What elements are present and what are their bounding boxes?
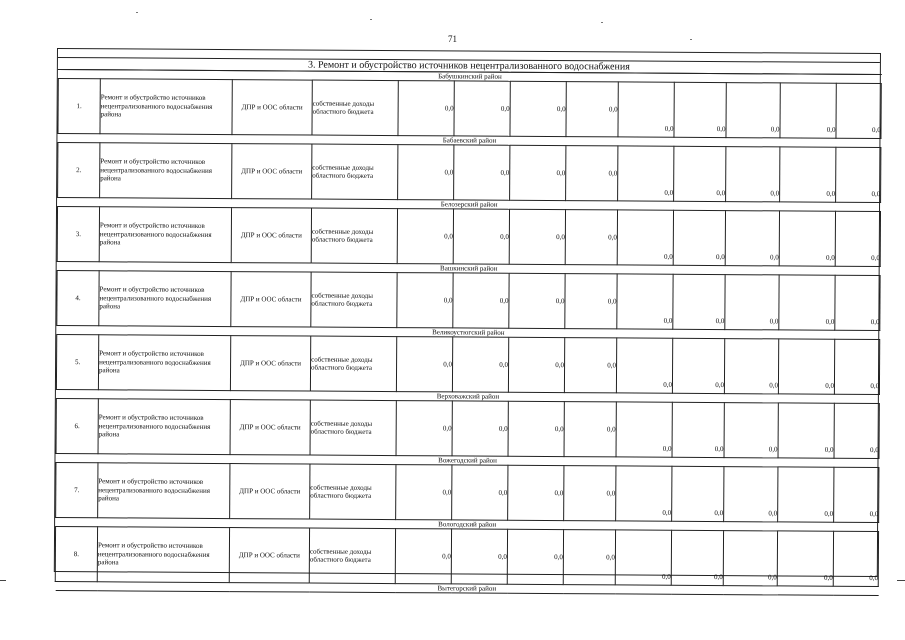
row-number: 2. [58,143,100,198]
value-cell: 0,0 [397,209,453,264]
measure-name: Ремонт и обустройство источников нецентрализованного водоснабжения района [100,143,232,199]
value-cell: 0,0 [565,274,617,329]
row-number: 3. [57,207,99,262]
value-cell: 0,0 [563,530,615,585]
district-name: Вологодский район [56,518,879,532]
value-cell: 0,0 [617,210,673,265]
value-cell: 0,0 [566,146,618,201]
value-cell: 0,0 [618,82,674,137]
measure-name: Ремонт и обустройство источников нецентрализованного водоснабжения района [98,335,230,391]
value-cell: 0,0 [508,401,564,456]
value-cell: 0,0 [674,82,726,137]
value-cell: 0,0 [616,338,672,393]
value-cell: 0,0 [836,147,882,202]
funding-source: собственные доходы областного бюджета [312,80,398,136]
table-row [57,207,881,267]
value-cell: 0,0 [615,530,671,585]
section-title: 3. Ремонт и обустройство источников нецентрализованного водоснабжения [58,58,880,75]
district-name: Вытегорский район [55,581,878,595]
value-cell: 0,0 [564,466,616,521]
district-name: Верховажский район [56,390,879,404]
measure-name: Ремонт и обустройство источников нецентрализованного водоснабжения района [100,79,232,135]
value-cell: 0,0 [778,339,834,394]
measure-name: Ремонт и обустройство источников нецентрализованного водоснабжения района [99,207,231,263]
measure-name: Ремонт и обустройство источников нецентрализованного водоснабжения района [98,463,230,519]
value-cell: 0,0 [778,403,834,458]
value-cell: 0,0 [780,83,836,138]
value-cell: 0,0 [398,81,454,136]
value-cell: 0,0 [396,401,452,456]
value-cell: 0,0 [725,275,779,330]
responsible-executor: ДПР и ООС области [230,336,310,391]
table-body [55,70,881,596]
value-cell: 0,0 [779,275,835,330]
value-cell: 0,0 [452,401,508,456]
value-cell: 0,0 [835,275,881,330]
value-cell: 0,0 [726,83,780,138]
responsible-executor: ДПР и ООС области [232,144,312,199]
value-cell: 0,0 [834,467,880,522]
row-number: 7. [56,463,98,518]
funding-source: собственные доходы областного бюджета [309,528,395,584]
district-name: Великоустюгский район [57,326,880,340]
value-cell: 0,0 [778,467,834,522]
value-cell: 0,0 [565,210,617,265]
value-cell: 0,0 [724,339,778,394]
responsible-executor: ДПР и ООС области [231,208,311,263]
row-number: 8. [55,527,97,582]
value-cell: 0,0 [724,403,778,458]
value-cell: 0,0 [833,531,879,586]
district-name: Бабаевский район [58,134,881,148]
scan-speck [136,12,138,13]
value-cell: 0,0 [564,402,616,457]
table-row [56,463,880,523]
value-cell: 0,0 [836,83,882,138]
value-cell: 0,0 [672,466,724,521]
value-cell: 0,0 [673,210,725,265]
value-cell: 0,0 [564,338,616,393]
value-cell: 0,0 [451,529,507,584]
value-cell: 0,0 [616,466,672,521]
value-cell: 0,0 [395,529,451,584]
row-number: 4. [57,271,99,326]
table-row [57,271,881,331]
value-cell: 0,0 [671,530,723,585]
table-row [58,79,882,139]
value-cell: 0,0 [452,337,508,392]
value-cell: 0,0 [672,402,724,457]
value-cell: 0,0 [566,82,618,137]
value-cell: 0,0 [617,274,673,329]
scan-edge-mark [0,580,6,581]
table-row [56,399,880,459]
funding-source: собственные доходы областного бюджета [310,464,396,520]
value-cell: 0,0 [616,402,672,457]
table-row [56,335,880,395]
responsible-executor: ДПР и ООС области [230,464,310,519]
document-table-sheet [54,48,881,593]
value-cell: 0,0 [725,211,779,266]
scan-speck [601,22,603,23]
value-cell: 0,0 [453,209,509,264]
table-row [58,143,882,203]
funding-source: собственные доходы областного бюджета [310,400,396,456]
value-cell: 0,0 [672,338,724,393]
value-cell: 0,0 [618,146,674,201]
page-number: 71 [448,34,457,44]
value-cell: 0,0 [453,273,509,328]
value-cell: 0,0 [454,81,510,136]
value-cell: 0,0 [780,147,836,202]
value-cell: 0,0 [674,146,726,201]
scan-speck [370,19,372,20]
value-cell: 0,0 [673,274,725,329]
value-cell: 0,0 [777,531,833,586]
responsible-executor: ДПР и ООС области [230,400,310,455]
value-cell: 0,0 [508,465,564,520]
funding-source: собственные доходы областного бюджета [310,336,396,392]
scan-edge-mark [897,580,905,581]
value-cell: 0,0 [452,465,508,520]
district-name: Бабушкинский район [58,70,881,84]
funding-source: собственные доходы областного бюджета [311,272,397,328]
value-cell: 0,0 [724,467,778,522]
district-name: Вожегодский район [56,454,879,468]
value-cell: 0,0 [454,145,510,200]
row-number: 1. [58,79,100,134]
measure-name: Ремонт и обустройство источников нецентрализованного водоснабжения района [98,399,230,455]
row-number: 6. [56,399,98,454]
value-cell: 0,0 [835,211,881,266]
value-cell: 0,0 [509,273,565,328]
value-cell: 0,0 [398,145,454,200]
measure-name: Ремонт и обустройство источников нецентрализованного водоснабжения района [99,271,231,327]
value-cell: 0,0 [397,273,453,328]
measure-name: Ремонт и обустройство источников нецентрализованного водоснабжения района [97,527,229,583]
district-name: Вашкинский район [57,262,880,276]
row-number: 5. [56,335,98,390]
responsible-executor: ДПР и ООС области [231,272,311,327]
value-cell: 0,0 [507,529,563,584]
data-table [55,69,882,596]
value-cell: 0,0 [510,81,566,136]
value-cell: 0,0 [509,209,565,264]
responsible-executor: ДПР и ООС области [229,528,309,583]
value-cell: 0,0 [396,465,452,520]
table-row [55,527,879,587]
value-cell: 0,0 [396,337,452,392]
responsible-executor: ДПР и ООС области [232,80,312,135]
value-cell: 0,0 [834,403,880,458]
value-cell: 0,0 [779,211,835,266]
value-cell: 0,0 [834,339,880,394]
funding-source: собственные доходы областного бюджета [312,144,398,200]
value-cell: 0,0 [508,337,564,392]
district-name: Белозерский район [58,198,881,212]
funding-source: собственные доходы областного бюджета [311,208,397,264]
value-cell: 0,0 [723,531,777,586]
value-cell: 0,0 [726,147,780,202]
value-cell: 0,0 [510,145,566,200]
